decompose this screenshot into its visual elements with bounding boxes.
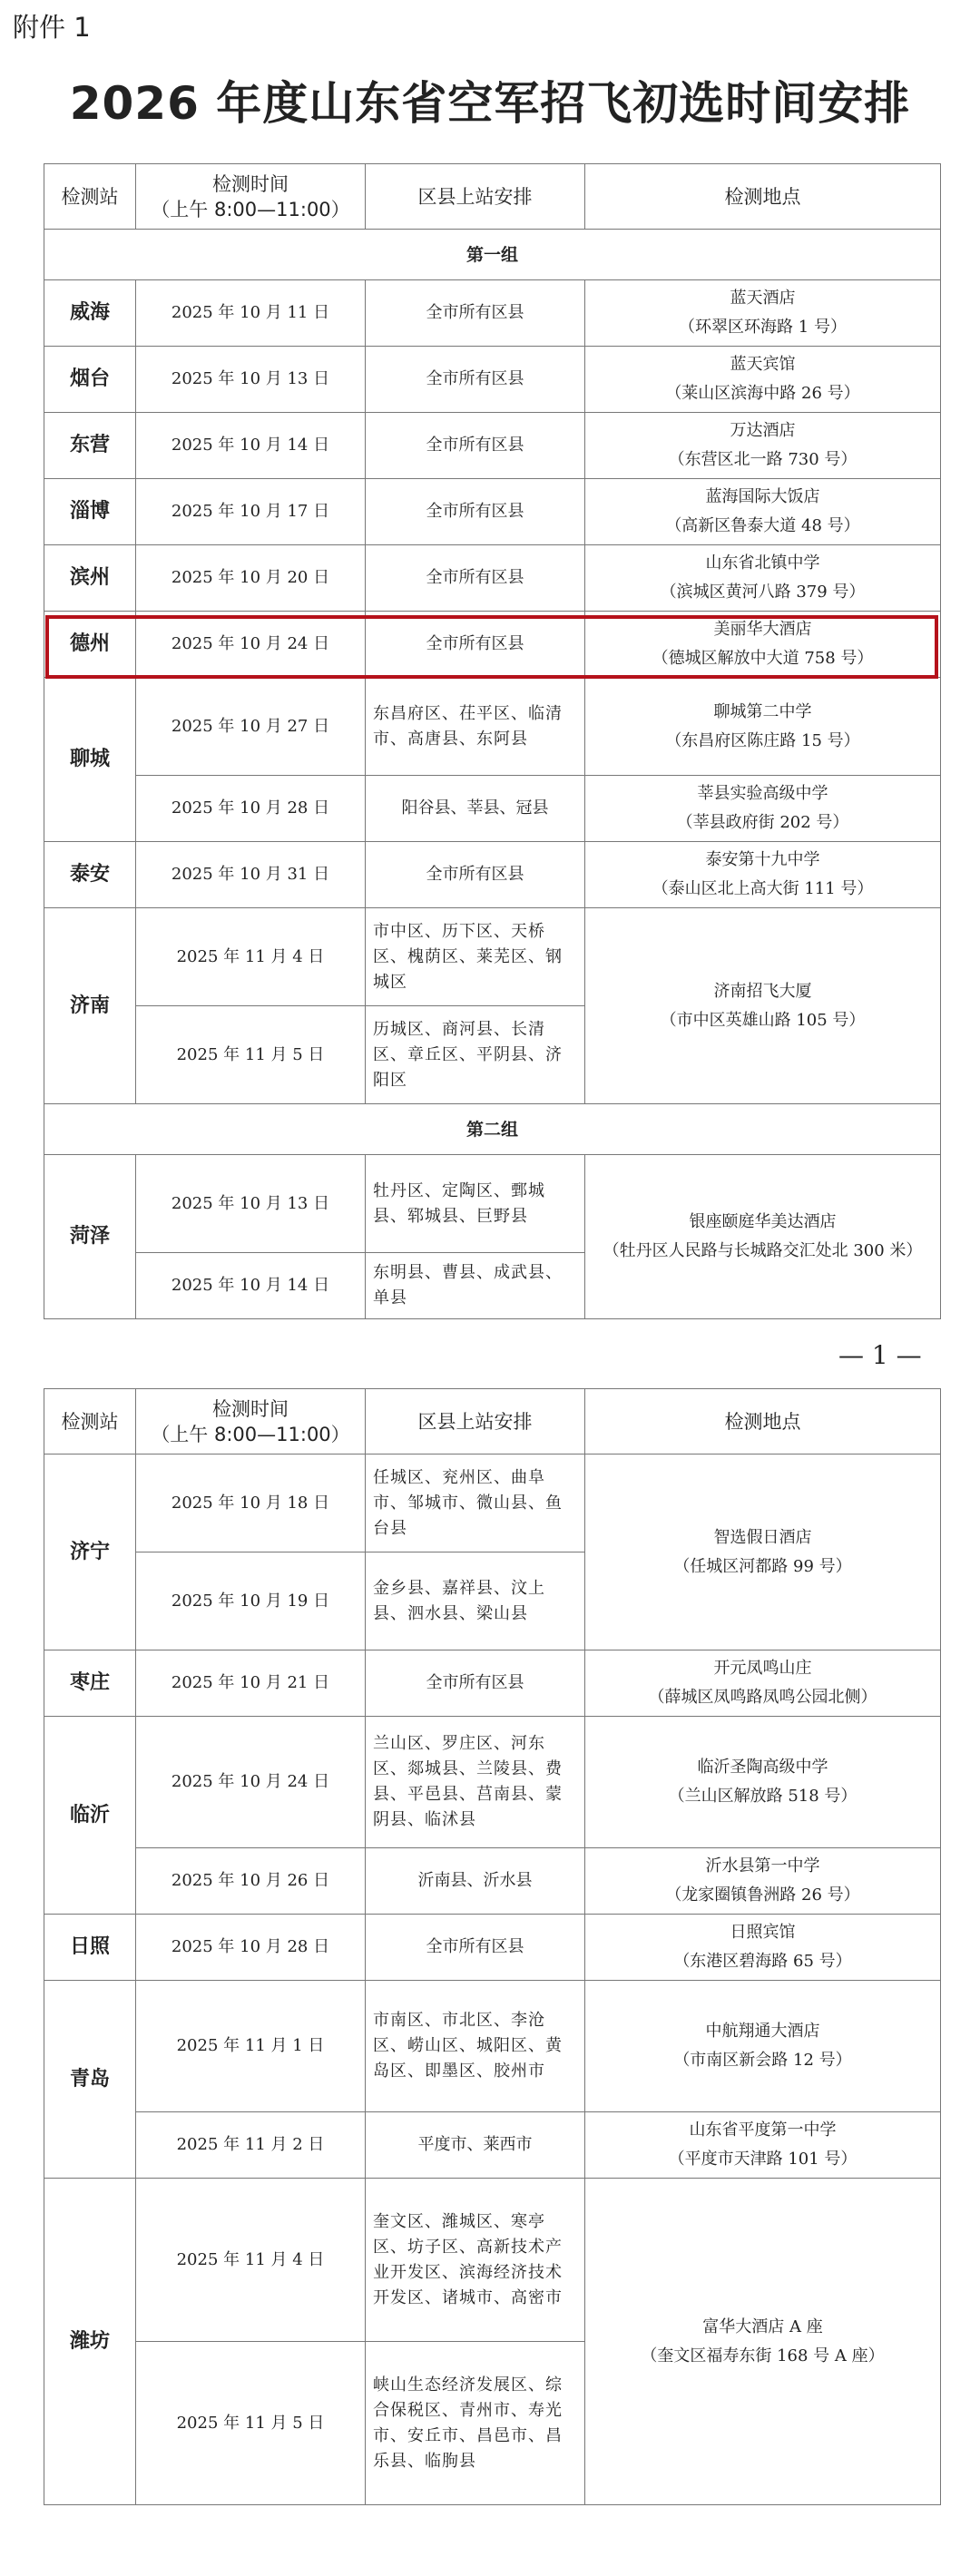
date-cell: 2025 年 10 月 13 日 (136, 1155, 366, 1253)
date-cell: 2025 年 10 月 19 日 (136, 1552, 366, 1650)
districts-cell: 平度市、莱西市 (366, 2112, 585, 2179)
location-cell: 聊城第二中学 （东昌府区陈庄路 15 号） (585, 678, 941, 776)
header-station: 检测站 (44, 1389, 136, 1455)
date-cell: 2025 年 11 月 4 日 (136, 908, 366, 1006)
station-cell: 烟台 (44, 347, 136, 413)
table-row (44, 1981, 941, 2112)
date-cell: 2025 年 11 月 4 日 (136, 2179, 366, 2342)
station-cell: 淄博 (44, 479, 136, 545)
station-cell: 日照 (44, 1915, 136, 1981)
location-cell: 开元凤鸣山庄 （薛城区凤鸣路凤鸣公园北侧） (585, 1650, 941, 1717)
districts-cell: 东昌府区、茌平区、临清市、高唐县、东阿县 (366, 678, 585, 776)
table-header-row (44, 1389, 941, 1455)
table-row (44, 1915, 941, 1981)
table-row-highlighted (44, 612, 941, 678)
table-row (44, 1650, 941, 1717)
districts-cell: 任城区、兖州区、曲阜市、邹城市、微山县、鱼台县 (366, 1455, 585, 1552)
station-cell: 济宁 (44, 1455, 136, 1650)
station-cell: 泰安 (44, 842, 136, 908)
date-cell: 2025 年 10 月 14 日 (136, 1253, 366, 1319)
districts-cell: 全市所有区县 (366, 413, 585, 479)
location-cell: 美丽华大酒店 （德城区解放中大道 758 号） (585, 612, 941, 678)
header-location: 检测地点 (585, 1389, 941, 1455)
location-cell: 富华大酒店 A 座 （奎文区福寿东街 168 号 A 座） (585, 2179, 941, 2505)
header-districts: 区县上站安排 (366, 1389, 585, 1455)
date-cell: 2025 年 10 月 26 日 (136, 1848, 366, 1915)
districts-cell: 全市所有区县 (366, 545, 585, 612)
location-cell: 日照宾馆 （东港区碧海路 65 号） (585, 1915, 941, 1981)
table-row (44, 2179, 941, 2342)
location-cell: 中航翔通大酒店 （市南区新会路 12 号） (585, 1981, 941, 2112)
location-cell: 临沂圣陶高级中学 （兰山区解放路 518 号） (585, 1717, 941, 1848)
date-cell: 2025 年 10 月 28 日 (136, 776, 366, 842)
schedule-table-page2 (44, 1388, 941, 2505)
location-cell: 济南招飞大厦 （市中区英雄山路 105 号） (585, 908, 941, 1104)
table-row (44, 1717, 941, 1848)
header-location: 检测地点 (585, 164, 941, 230)
location-cell: 蓝海国际大饭店 （高新区鲁泰大道 48 号） (585, 479, 941, 545)
page-number: — 1 — (838, 1340, 922, 1370)
districts-cell: 兰山区、罗庄区、河东区、郯城县、兰陵县、费县、平邑县、莒南县、蒙阴县、临沭县 (366, 1717, 585, 1848)
table-row (44, 2112, 941, 2179)
header-time: 检测时间 （上午 8:00—11:00） (136, 1389, 366, 1455)
header-time: 检测时间 （上午 8:00—11:00） (136, 164, 366, 230)
group-label: 第二组 (44, 1104, 941, 1155)
station-cell: 临沂 (44, 1717, 136, 1915)
table-row (44, 776, 941, 842)
date-cell: 2025 年 11 月 1 日 (136, 1981, 366, 2112)
date-cell: 2025 年 10 月 20 日 (136, 545, 366, 612)
table-row (44, 678, 941, 776)
districts-cell: 全市所有区县 (366, 280, 585, 347)
districts-cell: 市中区、历下区、天桥区、槐荫区、莱芜区、钢城区 (366, 908, 585, 1006)
location-cell: 蓝天宾馆 （莱山区滨海中路 26 号） (585, 347, 941, 413)
districts-cell: 全市所有区县 (366, 1915, 585, 1981)
location-cell: 智选假日酒店 （任城区河都路 99 号） (585, 1455, 941, 1650)
station-cell: 聊城 (44, 678, 136, 842)
date-cell: 2025 年 10 月 24 日 (136, 612, 366, 678)
table-row (44, 908, 941, 1006)
date-cell: 2025 年 11 月 5 日 (136, 1006, 366, 1104)
date-cell: 2025 年 10 月 18 日 (136, 1455, 366, 1552)
table-row (44, 1848, 941, 1915)
location-cell: 山东省平度第一中学 （平度市天津路 101 号） (585, 2112, 941, 2179)
districts-cell: 历城区、商河县、长清区、章丘区、平阴县、济阳区 (366, 1006, 585, 1104)
districts-cell: 全市所有区县 (366, 842, 585, 908)
date-cell: 2025 年 10 月 28 日 (136, 1915, 366, 1981)
table-row (44, 1455, 941, 1552)
station-cell: 济南 (44, 908, 136, 1104)
districts-cell: 全市所有区县 (366, 347, 585, 413)
location-cell: 银座颐庭华美达酒店 （牡丹区人民路与长城路交汇处北 300 米） (585, 1155, 941, 1319)
table-row (44, 479, 941, 545)
date-cell: 2025 年 10 月 13 日 (136, 347, 366, 413)
station-cell: 德州 (44, 612, 136, 678)
location-cell: 沂水县第一中学 （龙家圈镇鲁洲路 26 号） (585, 1848, 941, 1915)
districts-cell: 沂南县、沂水县 (366, 1848, 585, 1915)
date-cell: 2025 年 10 月 27 日 (136, 678, 366, 776)
schedule-table-page1 (44, 163, 941, 1319)
table-header-row (44, 164, 941, 230)
districts-cell: 全市所有区县 (366, 479, 585, 545)
table-row (44, 842, 941, 908)
group-label: 第一组 (44, 230, 941, 280)
group-row (44, 1104, 941, 1155)
group-row (44, 230, 941, 280)
attachment-label: 附件 1 (13, 12, 91, 43)
table-row (44, 545, 941, 612)
location-cell: 万达酒店 （东营区北一路 730 号） (585, 413, 941, 479)
header-station: 检测站 (44, 164, 136, 230)
location-cell: 泰安第十九中学 （泰山区北上高大街 111 号） (585, 842, 941, 908)
date-cell: 2025 年 10 月 21 日 (136, 1650, 366, 1717)
header-districts: 区县上站安排 (366, 164, 585, 230)
table-row (44, 1155, 941, 1253)
table-row (44, 347, 941, 413)
page-title: 2026 年度山东省空军招飞初选时间安排 (69, 77, 911, 130)
station-cell: 威海 (44, 280, 136, 347)
station-cell: 滨州 (44, 545, 136, 612)
districts-cell: 峡山生态经济发展区、综合保税区、青州市、寿光市、安丘市、昌邑市、昌乐县、临朐县 (366, 2342, 585, 2505)
location-cell: 蓝天酒店 （环翠区环海路 1 号） (585, 280, 941, 347)
date-cell: 2025 年 10 月 24 日 (136, 1717, 366, 1848)
date-cell: 2025 年 10 月 17 日 (136, 479, 366, 545)
date-cell: 2025 年 10 月 14 日 (136, 413, 366, 479)
districts-cell: 市南区、市北区、李沧区、崂山区、城阳区、黄岛区、即墨区、胶州市 (366, 1981, 585, 2112)
districts-cell: 东明县、曹县、成武县、单县 (366, 1253, 585, 1319)
station-cell: 枣庄 (44, 1650, 136, 1717)
districts-cell: 牡丹区、定陶区、鄄城县、郓城县、巨野县 (366, 1155, 585, 1253)
location-cell: 山东省北镇中学 （滨城区黄河八路 379 号） (585, 545, 941, 612)
date-cell: 2025 年 10 月 11 日 (136, 280, 366, 347)
station-cell: 东营 (44, 413, 136, 479)
station-cell: 菏泽 (44, 1155, 136, 1319)
table-row (44, 413, 941, 479)
districts-cell: 奎文区、潍城区、寒亭区、坊子区、高新技术产业开发区、滨海经济技术开发区、诸城市、高密市 (366, 2179, 585, 2342)
districts-cell: 全市所有区县 (366, 1650, 585, 1717)
date-cell: 2025 年 10 月 31 日 (136, 842, 366, 908)
station-cell: 潍坊 (44, 2179, 136, 2505)
station-cell: 青岛 (44, 1981, 136, 2179)
date-cell: 2025 年 11 月 5 日 (136, 2342, 366, 2505)
table-row (44, 280, 941, 347)
districts-cell: 全市所有区县 (366, 612, 585, 678)
location-cell: 莘县实验高级中学 （莘县政府街 202 号） (585, 776, 941, 842)
districts-cell: 阳谷县、莘县、冠县 (366, 776, 585, 842)
date-cell: 2025 年 11 月 2 日 (136, 2112, 366, 2179)
districts-cell: 金乡县、嘉祥县、汶上县、泗水县、梁山县 (366, 1552, 585, 1650)
